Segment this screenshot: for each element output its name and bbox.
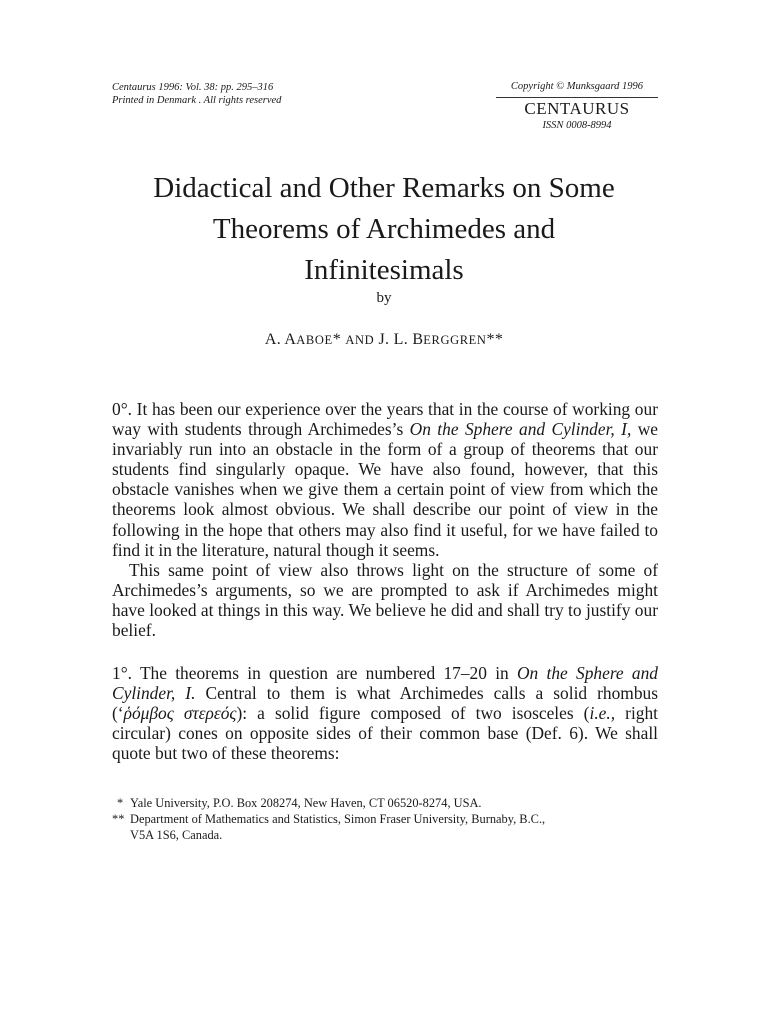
footnote-1-text: Yale University, P.O. Box 208274, New Haven, CT 06520-8274, USA. bbox=[130, 796, 482, 810]
author-2-footnote-mark: ** bbox=[486, 331, 504, 348]
masthead-rule bbox=[496, 97, 658, 98]
footnote-2-continued: V5A 1S6, Canada. bbox=[130, 828, 223, 842]
authors bbox=[0, 331, 768, 349]
title-line-3: Infinitesimals bbox=[304, 254, 464, 286]
byline: by bbox=[376, 290, 392, 306]
footnote-2 bbox=[112, 811, 672, 827]
issn: ISSN 0008-8994 bbox=[542, 120, 612, 131]
author-1-footnote-mark: * bbox=[332, 331, 346, 348]
copyright-line: Copyright © Munksgaard 1996 bbox=[510, 81, 644, 92]
footnote-2-text: Department of Mathematics and Statistics, Simon Fraser University, Burnaby, B.C., bbox=[130, 812, 546, 826]
footnote-2-mark: ** bbox=[112, 812, 125, 826]
journal-masthead bbox=[496, 80, 658, 133]
citation-line-1: Centaurus 1996: Vol. 38: pp. 295–316 bbox=[112, 82, 274, 93]
section-0-paragraph-2: This same point of view also throws light on the structure of some of Archimedes’s arguments, so we are prompted to ask if Archimedes might have looked at things in this way. We believe he did and shall try to justify our belief. bbox=[112, 559, 658, 641]
section-1-text-c: ): a solid figure composed of two isosceles ( bbox=[236, 703, 590, 724]
title-line-2: Theorems of Archimedes and bbox=[212, 213, 556, 245]
greek-term: ῥόμβος στερεός bbox=[123, 703, 237, 724]
citation-line-2: Printed in Denmark . All rights reserved bbox=[112, 95, 282, 106]
section-1-paragraph bbox=[112, 663, 658, 763]
footnote-1 bbox=[112, 795, 672, 811]
ie-italic: i.e., bbox=[589, 703, 616, 724]
author-1-surname: ABOE bbox=[296, 333, 333, 347]
author-1-initial: A. A bbox=[264, 331, 297, 348]
section-0-paragraph-1 bbox=[112, 399, 658, 560]
footnote-1-mark: * bbox=[117, 796, 124, 810]
section-1-text-d: right circular) cones on opposite sides of their common base (Def. 6). We shall quote but two of these theorems: bbox=[112, 703, 659, 764]
section-0 bbox=[112, 399, 658, 640]
section-1-text-b: Central to them is what Archimedes calls a solid rhombus (‘ bbox=[112, 683, 658, 724]
footnotes bbox=[112, 795, 672, 843]
author-2-initial: J. L. B bbox=[374, 331, 424, 348]
section-1-text-a: 1°. The theorems in question are numbered 17–20 in bbox=[112, 663, 517, 683]
section-0-text-a: 0°. It has been our experience over the years that in the course of working our way with students through Archimedes’s bbox=[112, 399, 658, 440]
authors-conjunction: AND bbox=[345, 333, 375, 347]
title-line-1: Didactical and Other Remarks on Some bbox=[153, 172, 615, 204]
section-1 bbox=[112, 663, 658, 763]
author-2-surname: ERGGREN bbox=[423, 333, 487, 347]
section-0-text-b: we invariably run into an obstacle in the form of a group of theorems that our students find singularly opaque. We have also found, however, that this obstacle vanishes when we give them a certain point of view from which the theorems look almost obvious. We shall describe our point of view in the following in the hope that others may also find it useful, for we have failed to find it in the literature, natural though it seems. bbox=[112, 419, 658, 560]
journal-name: CENTAURUS bbox=[524, 99, 630, 118]
article-title bbox=[60, 168, 708, 291]
work-title-italic: On the Sphere and Cylinder, I, bbox=[409, 419, 632, 440]
work-title-italic-2: On the Sphere and Cylinder, I. bbox=[112, 663, 658, 704]
